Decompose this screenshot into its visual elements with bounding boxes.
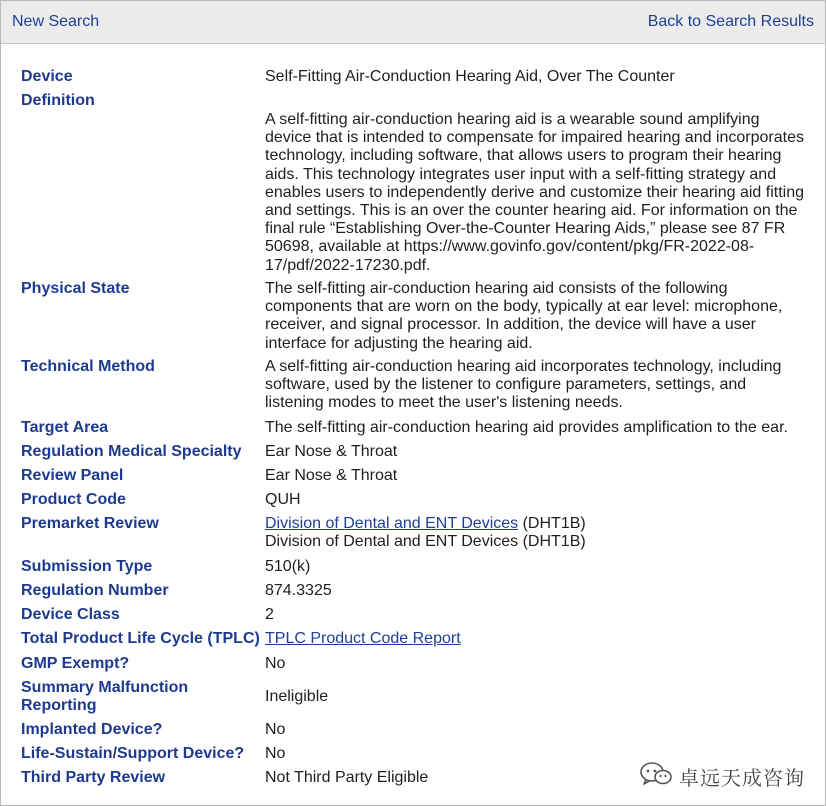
target-area-value: The self-fitting air-conduction hearing aid provides amplification to the ear. <box>265 419 788 436</box>
gmp-exempt-label: GMP Exempt? <box>21 655 130 672</box>
premarket-review-label: Premarket Review <box>21 515 159 532</box>
device-value: Self-Fitting Air-Conduction Hearing Aid, Over The Counter <box>265 68 675 85</box>
third-party-review-value: Not Third Party Eligible <box>265 769 429 786</box>
review-panel-label: Review Panel <box>21 467 124 484</box>
device-class-label: Device Class <box>21 606 120 623</box>
submission-type-label: Submission Type <box>21 558 153 575</box>
watermark-text: 卓远天成咨询 <box>679 766 805 790</box>
definition-value: A self-fitting air-conduction hearing aid is a wearable sound amplifying device that is intended to compensate for impaired hearing and incorporates technology, including software, that allows users to program their hearing aids. This technology integrates user input with a self-fitting strategy and enables users to independently derive and customize their hearing aid fitting and settings. This is an over the counter hearing aid. For information on the final rule “Establishing Over-the-Counter Hearing Aids,” please see 87 FR 50698, available at https://www.govinfo.gov/content/pkg/FR-2022-08-17/pdf/2022-17230.pdf. <box>265 111 804 274</box>
review-panel-value: Ear Nose & Throat <box>265 467 398 484</box>
third-party-review-label: Third Party Review <box>21 769 166 786</box>
regulation-medical-specialty-label: Regulation Medical Specialty <box>21 443 242 460</box>
device-class-value: 2 <box>265 606 274 623</box>
implanted-device-value: No <box>265 721 286 738</box>
premarket-review-value <box>265 515 805 551</box>
physical-state-value: The self-fitting air-conduction hearing aid consists of the following components that are worn on the body, typically at ear level: microphone, receiver, and signal processor. In addition, the device will have a user interface for adjusting the hearing aid. <box>265 280 783 352</box>
tplc-value <box>265 630 805 648</box>
life-sustain-value: No <box>265 745 286 762</box>
gmp-exempt-value: No <box>265 655 286 672</box>
device-label: Device <box>21 68 73 85</box>
division-code: (DHT1B) <box>518 515 586 532</box>
definition-label: Definition <box>21 92 95 109</box>
summary-malfunction-label-line2: Reporting <box>21 697 97 714</box>
summary-malfunction-value: Ineligible <box>265 688 329 705</box>
regulation-number-label: Regulation Number <box>21 582 169 599</box>
summary-malfunction-label <box>21 679 261 715</box>
premarket-review-line2: Division of Dental and ENT Devices (DHT1B) <box>265 533 586 551</box>
implanted-device-label: Implanted Device? <box>21 721 163 738</box>
back-to-search-results-link[interactable]: Back to Search Results <box>647 13 814 30</box>
division-dental-ent-link[interactable]: Division of Dental and ENT Devices <box>265 515 519 532</box>
regulation-number-value: 874.3325 <box>265 582 332 599</box>
submission-type-value: 510(k) <box>265 558 311 575</box>
technical-method-label: Technical Method <box>21 358 155 375</box>
product-code-label: Product Code <box>21 491 126 508</box>
wechat-icon <box>639 761 673 787</box>
regulation-medical-specialty-value: Ear Nose & Throat <box>265 443 398 460</box>
physical-state-label: Physical State <box>21 280 130 297</box>
product-code-value: QUH <box>265 491 301 508</box>
technical-method-value: A self-fitting air-conduction hearing aid incorporates technology, including software, used by the listener to configure parameters, settings, and listening modes to meet the user's listening needs. <box>265 358 782 412</box>
tplc-label: Total Product Life Cycle (TPLC) <box>21 630 260 647</box>
tplc-product-code-report-link[interactable]: TPLC Product Code Report <box>265 630 461 647</box>
new-search-link[interactable]: New Search <box>12 13 100 30</box>
watermark <box>639 759 819 789</box>
top-nav-bar <box>1 1 825 44</box>
target-area-label: Target Area <box>21 419 109 436</box>
life-sustain-label: Life-Sustain/Support Device? <box>21 745 245 762</box>
summary-malfunction-label-line1: Summary Malfunction <box>21 679 189 696</box>
